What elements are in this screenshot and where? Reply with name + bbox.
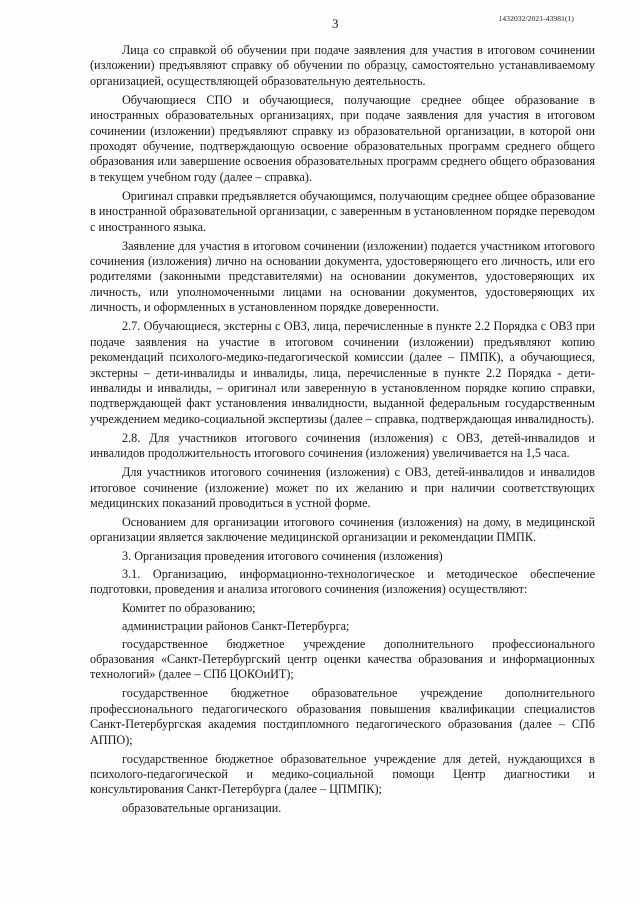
list-item: государственное бюджетное образовательное учреждение дополнительного профессионального педагогического образования повышения квалификации специалистов Санкт-Петербургская академия постдипломного педагогического образования (далее – СПб АППО);: [90, 686, 595, 747]
document-code: 1432032/2021-43981(1): [498, 14, 574, 23]
paragraph: 3.1. Организацию, информационно-технологическое и методическое обеспечение подготовки, проведения и анализа итогового сочинения (изложения) осуществляют:: [90, 566, 595, 597]
paragraph: 2.8. Для участников итогового сочинения (изложения) с ОВЗ, детей-инвалидов и инвалидов продолжительность итогового сочинения (изложения) увеличивается на 1,5 часа.: [90, 430, 595, 461]
document-body: [90, 43, 595, 820]
page-number: 3: [332, 16, 339, 31]
list-item: образовательные организации.: [122, 801, 282, 816]
paragraph: Основанием для организации итогового сочинения (изложения) на дому, в медицинской организации является заключение медицинской организации и рекомендации ПМПК.: [90, 514, 595, 545]
section-heading: 3. Организация проведения итогового сочинения (изложения): [122, 549, 443, 564]
list-item: Комитет по образованию;: [122, 601, 256, 616]
list-item: государственное бюджетное образовательное учреждение для детей, нуждающихся в психолого-педагогической и медико-социальной помощи Центр диагностики и консультирования Санкт-Петербурга (далее – ЦПМПК);: [90, 751, 595, 797]
list-item: государственное бюджетное учреждение дополнительного профессионального образования «Санкт-Петербургский центр оценки качества образования и информационных технологий» (далее – СПб ЦОКОиИТ);: [90, 636, 595, 682]
paragraph: Для участников итогового сочинения (изложения) с ОВЗ, детей-инвалидов и инвалидов итоговое сочинение (изложение) может по их желанию и при наличии соответствующих медицинских показаний проводиться в устной форме.: [90, 465, 595, 510]
paragraph: Заявление для участия в итоговом сочинении (изложении) подается участником итогового сочинения (изложения) лично на основании документа, удостоверяющего его личность, или его родителями (законными представителями) на основании документов, удостоверяющих их личность, или уполномоченными лицами на основании документов, удостоверяющих их личность, и оформленных в установленном порядке доверенности.: [90, 238, 595, 315]
paragraph: 2.7. Обучающиеся, экстерны с ОВЗ, лица, перечисленные в пункте 2.2 Порядка с ОВЗ при подаче заявления на участие в итоговом сочинении (изложении) предъявляют копию рекомендаций психолого-медико-педагогической комиссии (далее – ПМПК), а обучающиеся, экстерны – дети-инвалиды и инвалиды, лица, перечисленные в пункте 2.2 Порядка - дети-инвалиды и инвалиды, – оригинал или заверенную в установленном порядке копию справки, подтверждающей факт установления инвалидности, выданной федеральным государственным учреждением медико-социальной экспертизы (далее – справка, подтверждающая инвалидность).: [90, 319, 595, 426]
paragraph: Оригинал справки предъявляется обучающимся, получающим среднее общее образование в иностранной образовательной организации, с заверенным в установленном порядке переводом с иностранного языка.: [90, 188, 595, 234]
list-item: администрации районов Санкт-Петербурга;: [122, 618, 350, 633]
paragraph: Обучающиеся СПО и обучающиеся, получающие среднее общее образование в иностранных образовательных организациях, при подаче заявления для участия в итоговом сочинении (изложении) предъявляют справку из образовательной организации, в которой они проходят обучение, подтверждающую освоение образовательных программ среднего общего образования или завершение освоения образовательных программ среднего общего образования в текущем учебном году (далее – справка).: [90, 92, 595, 184]
paragraph: Лица со справкой об обучении при подаче заявления для участия в итоговом сочинении (изложении) предъявляют справку об обучении по образцу, самостоятельно устанавливаемому организацией, осуществляющей образовательную деятельность.: [90, 43, 595, 88]
